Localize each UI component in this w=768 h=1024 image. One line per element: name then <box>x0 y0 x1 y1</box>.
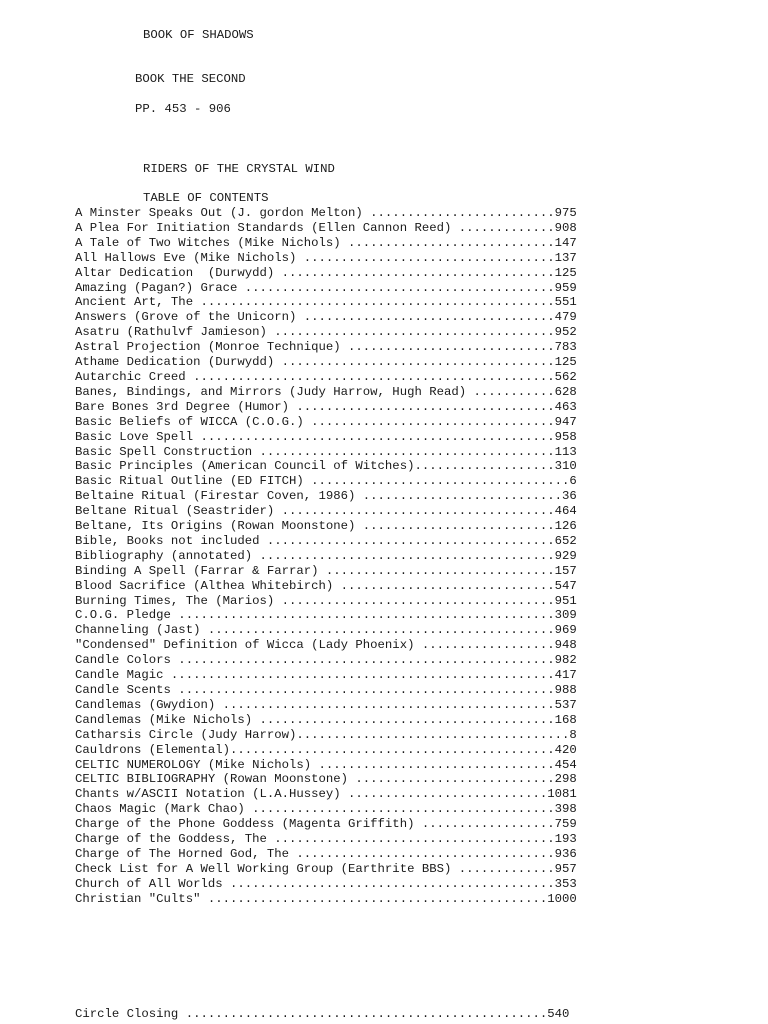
toc-entry: Ancient Art, The ................................................551 <box>75 295 577 310</box>
toc-entry: Beltane Ritual (Seastrider) .....................................464 <box>75 504 577 519</box>
toc-entry: Bible, Books not included .......................................652 <box>75 533 577 548</box>
toc-heading: TABLE OF CONTENTS <box>143 191 269 205</box>
toc-entry: Candlemas (Mike Nichols) ........................................168 <box>75 712 577 727</box>
toc-entry: Basic Love Spell ................................................958 <box>75 429 577 444</box>
toc-entry: Bibliography (annotated) ........................................929 <box>75 548 577 563</box>
toc-entry: A Tale of Two Witches (Mike Nichols) ............................147 <box>75 235 577 250</box>
toc-entry: Basic Beliefs of WICCA (C.O.G.) .................................947 <box>75 414 577 429</box>
toc-entry: Athame Dedication (Durwydd) .....................................125 <box>75 355 577 370</box>
toc-entry: Banes, Bindings, and Mirrors (Judy Harrow, Hugh Read) ...........628 <box>75 384 577 399</box>
toc-entry: Asatru (Rathulvf Jamieson) ......................................952 <box>75 325 577 340</box>
toc-entry: Binding A Spell (Farrar & Farrar) ...............................157 <box>75 563 577 578</box>
toc-entry: Beltaine Ritual (Firestar Coven, 1986) ...........................36 <box>75 489 577 504</box>
page-range: PP. 453 - 906 <box>135 102 231 116</box>
toc-entry: Charge of The Horned God, The ...................................936 <box>75 846 577 861</box>
toc-entry: A Minster Speaks Out (J. gordon Melton) .........................975 <box>75 206 577 220</box>
toc-entry: C.O.G. Pledge ...................................................309 <box>75 608 577 623</box>
toc-entry: Charge of the Goddess, The ......................................193 <box>75 832 577 847</box>
toc-entry: Bare Bones 3rd Degree (Humor) ...................................463 <box>75 399 577 414</box>
toc-entry: CELTIC NUMEROLOGY (Mike Nichols) ................................454 <box>75 757 577 772</box>
toc-entry: Amazing (Pagan?) Grace ..........................................959 <box>75 280 577 295</box>
book-title: BOOK OF SHADOWS <box>143 28 254 42</box>
toc-entry: CELTIC BIBLIOGRAPHY (Rowan Moonstone) ...........................298 <box>75 772 577 787</box>
toc-entry: Altar Dedication (Durwydd) .....................................125 <box>75 265 577 280</box>
toc-entry: A Plea For Initiation Standards (Ellen Cannon Reed) .............908 <box>75 220 577 235</box>
toc-entry: All Hallows Eve (Mike Nichols) ..................................137 <box>75 250 577 265</box>
toc-entry: Beltane, Its Origins (Rowan Moonstone) ..........................126 <box>75 519 577 534</box>
toc-entry: Catharsis Circle (Judy Harrow).....................................8 <box>75 727 577 742</box>
toc-entry: "Condensed" Definition of Wicca (Lady Phoenix) ..................948 <box>75 638 577 653</box>
toc-entry: Cauldrons (Elemental)............................................420 <box>75 742 577 757</box>
toc-entry: Candlemas (Gwydion) .............................................537 <box>75 697 577 712</box>
toc-entry: Candle Scents ...................................................988 <box>75 683 577 697</box>
toc-entry: Charge of the Phone Goddess (Magenta Griffith) ..................759 <box>75 817 577 832</box>
toc-entry: Church of All Worlds ............................................353 <box>75 876 577 891</box>
book-subtitle: BOOK THE SECOND <box>135 72 246 86</box>
table-of-contents <box>75 206 577 907</box>
toc-entry: Check List for A Well Working Group (Earthrite BBS) .............957 <box>75 861 577 876</box>
toc-entry: Channeling (Jast) ...............................................969 <box>75 623 577 638</box>
toc-entry: Basic Ritual Outline (ED FITCH) ...................................6 <box>75 474 577 489</box>
toc-entry: Chaos Magic (Mark Chao) .........................................398 <box>75 802 577 817</box>
toc-entry: Basic Spell Construction ........................................113 <box>75 444 577 459</box>
toc-entry: Autarchic Creed .................................................562 <box>75 369 577 384</box>
toc-entry: Candle Colors ...................................................982 <box>75 653 577 668</box>
toc-entry: Astral Projection (Monroe Technique) ............................783 <box>75 340 577 355</box>
toc-entry: Burning Times, The (Marios) .....................................951 <box>75 593 577 608</box>
toc-entry: Blood Sacrifice (Althea Whitebirch) .............................547 <box>75 578 577 593</box>
riders-heading: RIDERS OF THE CRYSTAL WIND <box>143 162 335 176</box>
toc-entry-circle-closing: Circle Closing .................................................540 <box>75 1007 570 1021</box>
toc-entry: Christian "Cults" ..............................................1000 <box>75 891 577 906</box>
toc-entry: Answers (Grove of the Unicorn) ..................................479 <box>75 310 577 325</box>
toc-entry: Chants w/ASCII Notation (L.A.Hussey) ...........................1081 <box>75 787 577 802</box>
toc-entry: Basic Principles (American Council of Witches)...................310 <box>75 459 577 474</box>
toc-entry: Candle Magic ....................................................417 <box>75 668 577 683</box>
